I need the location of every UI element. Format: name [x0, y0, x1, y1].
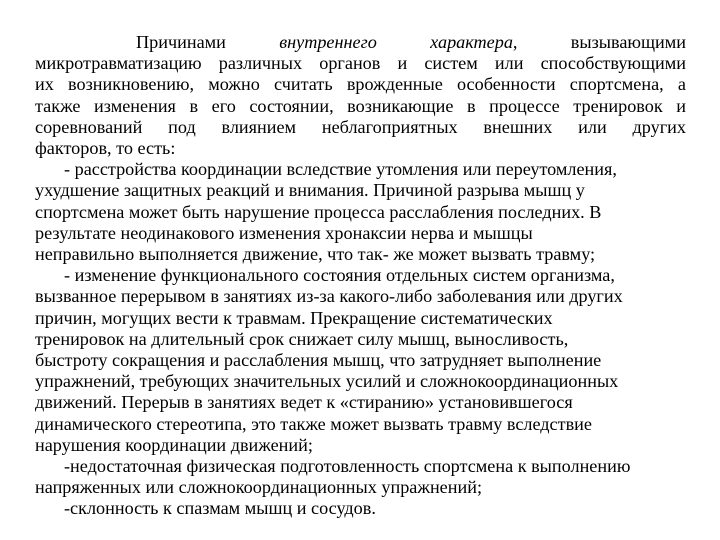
text-line: тренировок на длительный срок снижает силу мышц, выносливость, — [35, 328, 569, 349]
text-line: напряженных или сложнокоординационных упражнений; — [35, 477, 483, 498]
emphasized-phrase: внутреннего характера — [279, 32, 513, 52]
text-line: факторов, то есть: — [35, 138, 176, 159]
text-line: нарушения координации движений; — [35, 434, 313, 455]
list-item — [35, 265, 686, 456]
text-line: упражнений, требующих значительных усилий и сложнокоординационных — [35, 371, 619, 392]
text-line: их возникновению, можно считать врожденные особенности спортсмена, а — [35, 74, 686, 95]
text-line: спортсмена может быть нарушение процесса расслабления последних. В — [35, 201, 602, 222]
list-item — [35, 159, 686, 265]
text-line: ухудшение защитных реакций и внимания. Причиной разрыва мышц у — [35, 180, 585, 201]
text-run: , вызывающими — [512, 32, 686, 52]
text-line: быстроту сокращения и расслабления мышц, что затрудняет выполнение — [35, 350, 602, 371]
text-line: -недостаточная физическая подготовленность спортсмена к выполнению — [64, 456, 631, 477]
list-item — [35, 498, 686, 519]
text-line: результате неодинакового изменения хронаксии нерва и мышцы — [35, 222, 533, 243]
text-line: причин, могущих вести к травмам. Прекращение систематических — [35, 307, 553, 328]
text-line: - расстройства координации вследствие утомления или переутомления, — [64, 159, 617, 180]
text-line: микротравматизацию различных органов и систем или способствующими — [35, 53, 686, 74]
text-line: также изменения в его состоянии, возникающие в процессе тренировок и — [35, 95, 686, 116]
intro-paragraph — [35, 32, 686, 159]
text-run: Причинами — [136, 32, 280, 52]
text-line: динамического стереотипа, это также может вызвать травму вследствие — [35, 413, 592, 434]
text-line: вызванное перерывом в занятиях из-за какого-либо заболевания или других — [35, 286, 623, 307]
text-line: соревнований под влиянием неблагоприятных внешних или других — [35, 116, 686, 137]
text-line — [35, 32, 686, 53]
text-line: -склонность к спазмам мышц и сосудов. — [64, 498, 376, 519]
list-item — [35, 456, 686, 498]
document-body — [35, 32, 686, 520]
text-line: неправильно выполняется движение, что так- же может вызвать травму; — [35, 244, 596, 265]
text-line: - изменение функционального состояния отдельных систем организма, — [64, 265, 615, 286]
text-line: движений. Перерыв в занятиях ведет к «стиранию» установившегося — [35, 392, 573, 413]
